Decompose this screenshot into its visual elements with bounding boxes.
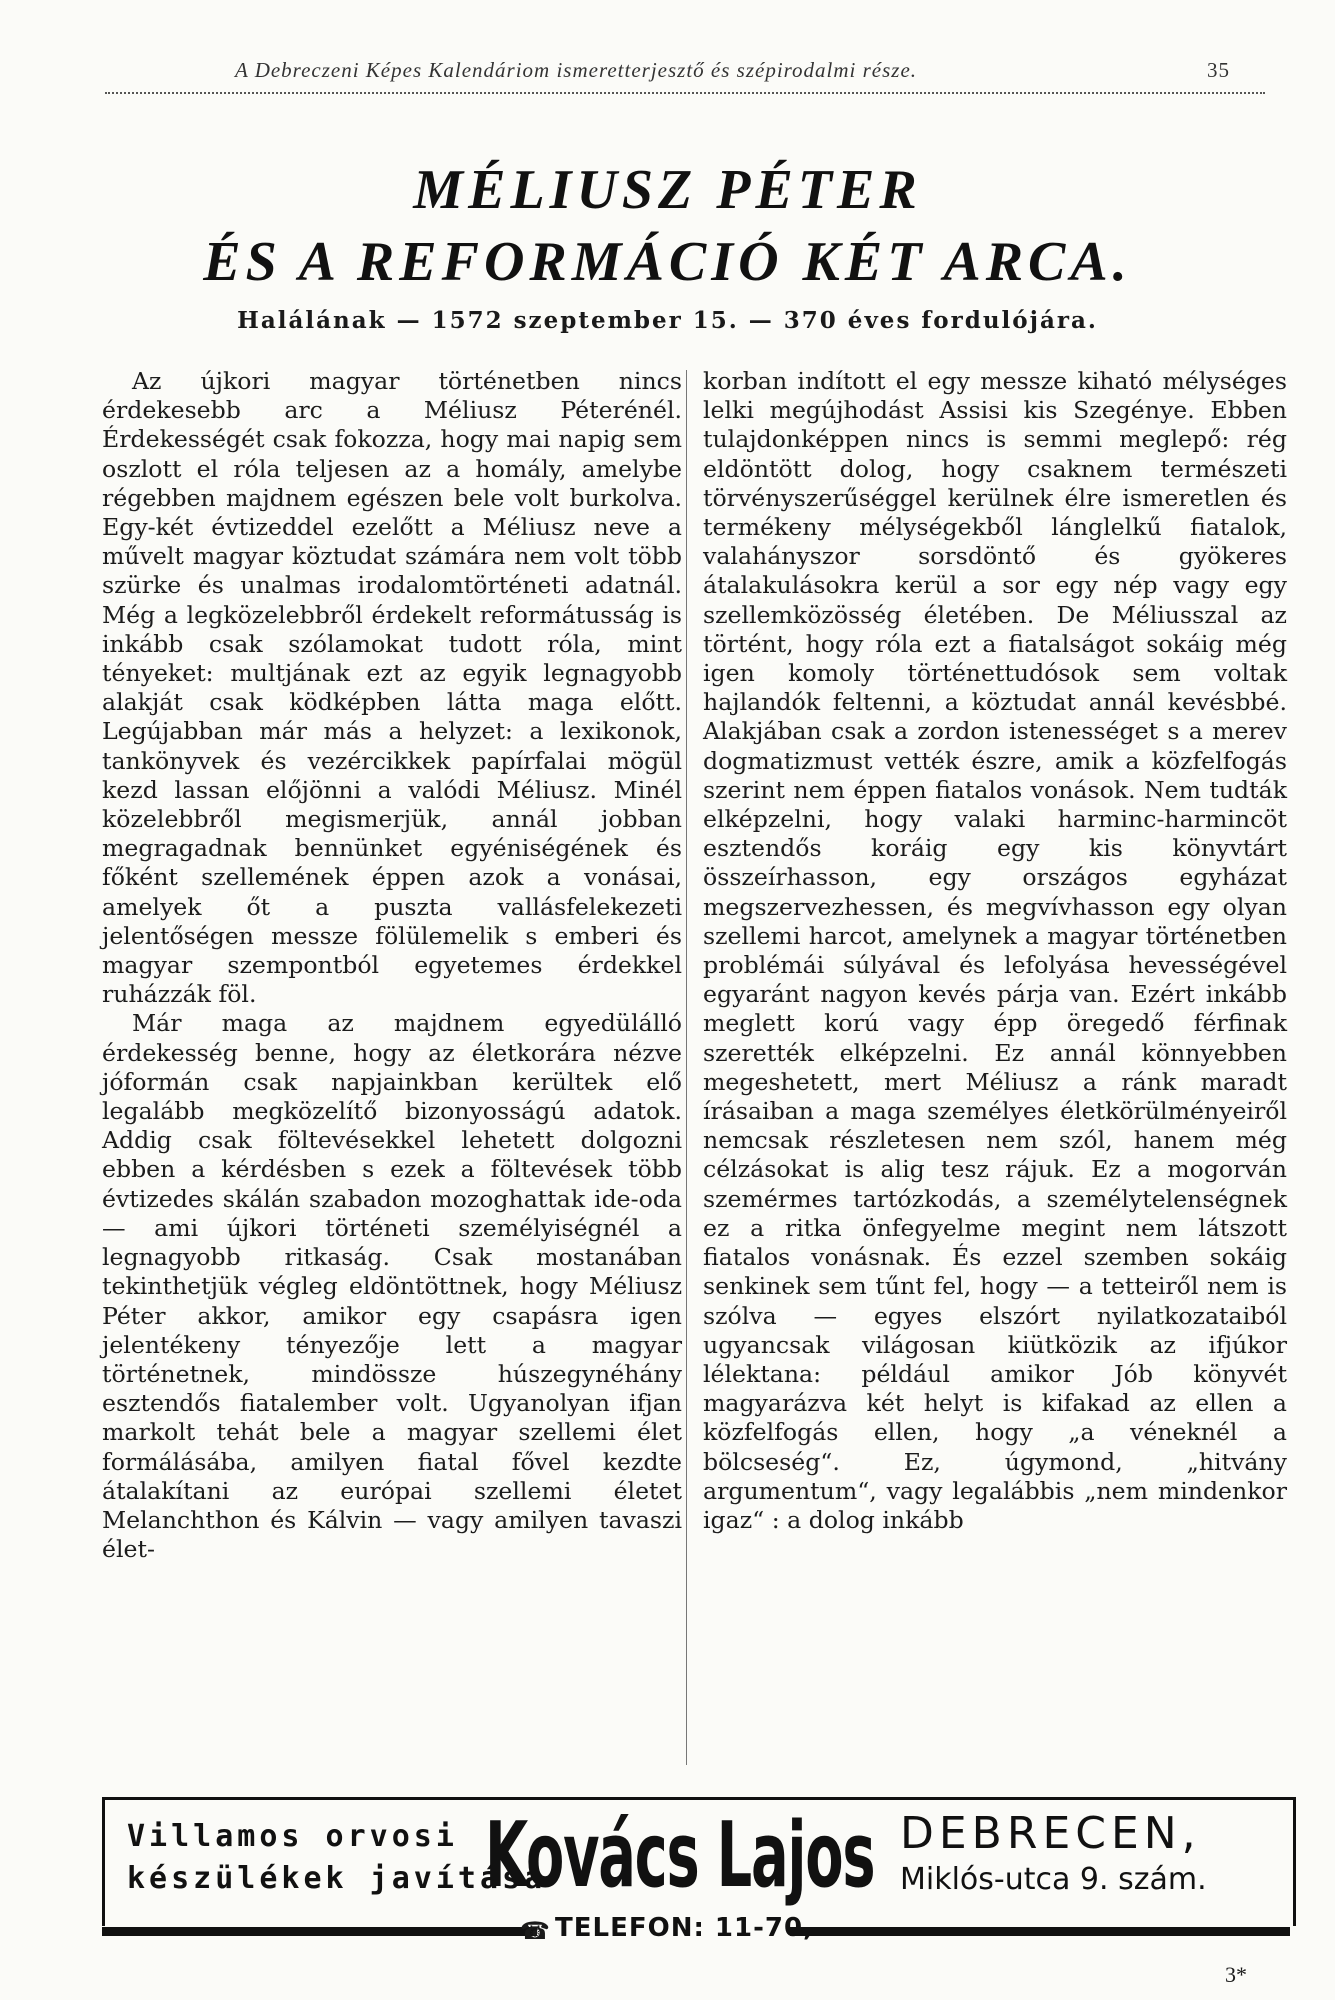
- running-title: A Debreczeni Képes Kalendáriom ismeretterjesztő és szépirodalmi része.: [235, 58, 918, 82]
- ad-phone: TELEFON: 11-70,: [555, 1913, 814, 1943]
- article-title-line1: MÉLIUSZ PÉTER: [413, 159, 922, 221]
- signature-mark: 3*: [1225, 1962, 1247, 1987]
- article-title-line2: ÉS A REFORMÁCIÓ KÉT ARCA.: [203, 231, 1132, 293]
- left-paragraph-1: Az újkori magyar történetben nincs érdekesebb arc a Méliusz Péterénél. Érdekességét csak fokozza, hogy mai napig sem oszlott el róla teljesen az a homály, amelybe régebben majdnem egészen bele volt burkolva. Egy-két évtizeddel ezelőtt a Méliusz neve a művelt magyar köztudat számára nem volt több szürke és unalmas irodalomtörténeti adatnál. Még a legközelebbről érdekelt reformátusság is inkább csak szólamokat tudott róla, mint tényeket: multjának ezt az egyik legnagyobb alakját csak ködképben látta maga előtt. Legújabban már más a helyzet: a lexikonok, tankönyvek és vezércikkek papírfalai mögül kezd lassan előjönni a valódi Méliusz. Minél közelebbről megismerjük, annál jobban megragadnak bennünket egyéniségének és főként szellemének éppen azok a vonásai, amelyek őt a puszta vallásfelekezeti jelentőségen messze fölülemelik s emberi és magyar szempontból egyetemes érdekkel ruházzák föl.: [102, 367, 682, 1009]
- header-rule: [105, 92, 1265, 94]
- telephone-icon: ☎: [520, 1917, 550, 1945]
- ad-address: Miklós-utca 9. szám.: [900, 1862, 1207, 1897]
- ad-line1: Villamos orvosi: [127, 1819, 458, 1854]
- right-paragraph-1: korban indított el egy messze kiható mélységes lelki megújhodást Assisi kis Szegénye. Ebben tulajdonképpen nincs is semmi meglepő: rég eldöntött dolog, hogy csaknem természeti törvényszerűséggel kerülnek élre ismeretlen és termékeny mélységekből lánglelkű fiatalok, valahányszor sorsdöntő és gyökeres átalakulásokra kerül a sor egy nép vagy egy szellemközösség életében. De Méliusszal az történt, hogy róla ezt a fiatalságot sokáig még igen komoly történettudósok sem voltak hajlandók feltenni, a köztudat annál kevésbbé. Alakjában csak a zordon istenességet s a merev dogmatizmust vették észre, amik a közfelfogás szerint nem éppen fiatalos vonások. Nem tudták elképzelni, hogy valaki harminc-harmincöt esztendős koráig egy kis könyvtárt összeírhasson, egy országos egyházat megszervezhessen, és megvívhasson egy olyan szellemi harcot, amelynek a magyar történetben problémái súlyával és lefolyása hevességével egyaránt nagyon kevés párja van. Ezért inkább meglett korú vagy épp öregedő férfinak szerették elképzelni. Ez annál könnyebben megeshetett, mert Méliusz a ránk maradt írásaiban a maga személyes életkörülményeiről nemcsak részletesen nem szól, hanem még célzásokat is alig tesz rájuk. Ez a mogorván szemérmes tartózkodás, a személytelenségnek ez a ritka önfegyelme megint nem látszott fiatalos vonásnak. És ezzel szemben sokáig senkinek sem tűnt fel, hogy — a tetteiről nem is szólva — egyes elszórt nyilatkozataiból ugyancsak világosan kiütközik az ifjúkor lélektana: például amikor Jób könyvét magyarázva két helyt is kifakad az ellen a közfelfogás ellen, hogy „a véneknél a bölcseség“. Ez, úgymond, „hitvány argumentum“, vagy legalábbis „nem mindenkor igaz“ : a dolog inkább: [703, 367, 1287, 1534]
- page-number: 35: [1207, 58, 1230, 82]
- ad-line2: készülékek javítása: [127, 1861, 547, 1896]
- ad-bar-left: [102, 1927, 537, 1936]
- ad-service-text: [127, 1816, 546, 1900]
- running-head: [105, 58, 1230, 88]
- ad-bar-right: [790, 1927, 1290, 1936]
- advertisement: [102, 1797, 1296, 1926]
- ad-business-name: Kovács Lajos: [485, 1803, 875, 1908]
- article-subtitle: Halálának — 1572 szeptember 15. — 370 éves fordulójára.: [237, 307, 1098, 334]
- left-column: [102, 367, 682, 1564]
- right-column: [703, 367, 1287, 1535]
- column-divider: [686, 370, 687, 1765]
- left-paragraph-2: Már maga az majdnem egyedülálló érdekesség benne, hogy az életkorára nézve jóformán csak napjainkban kerültek elő legalább megközelítő bizonyosságú adatok. Addig csak föltevésekkel lehetett dolgozni ebben a kérdésben s ezek a föltevések több évtizedes skálán szabadon mozoghattak ide-oda — ami újkori történeti személyiségnél a legnagyobb ritkaság. Csak mostanában tekinthetjük végleg eldöntöttnek, hogy Méliusz Péter akkor, amikor egy csapásra igen jelentékeny tényezője lett a magyar történetnek, mindössze húszegynéhány esztendős fiatalember volt. Ugyanolyan ifjan markolt tehát bele a magyar szellemi élet formálásába, amilyen fiatal fővel kezdte átalakítani az európai szellemi életet Melanchthon és Kálvin — vagy amilyen tavaszi élet-: [102, 1009, 682, 1564]
- ad-city: DEBRECEN,: [900, 1808, 1201, 1859]
